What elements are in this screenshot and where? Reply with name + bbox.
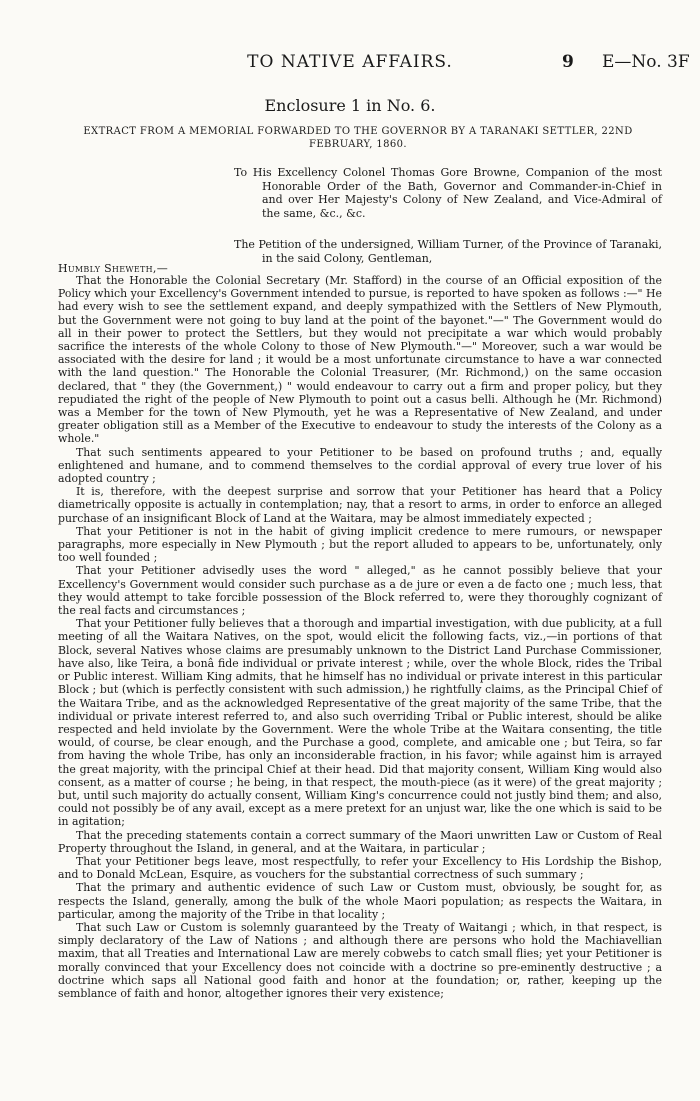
page-header: [0, 52, 700, 76]
paragraph: That such sentiments appeared to your Petitioner to be based on profound truths ; and, equally enlightened and humane, and to commend themselves to the cordial approval of every true lover of his adopted country ;: [58, 445, 662, 486]
paragraph: That such Law or Custom is solemnly guaranteed by the Treaty of Waitangi ; which, in that respect, is simply declaratory of the Law of Nations ; and although there are persons who hold the Machiavellian maxim, that all Treaties and International Law are merely cobwebs to catch small flies; yet your Petitioner is morally convinced that your Excellency does not coincide with a doctrine so pre-eminently destructive ; a doctrine which saps all National good faith and honor at the foundation; or, rather, keeping up the semblance of faith and honor, altogether ignores their very existence;: [58, 920, 662, 1000]
paragraph: That the primary and authentic evidence of such Law or Custom must, obviously, be sought for, as respects the Island, generally, among the bulk of the whole Maori population; as respects the Waitara, in particular, among the majority of the Tribe in that locality ;: [58, 881, 662, 921]
paragraph: That your Petitioner fully believes that a thorough and impartial investigation, with due publicity, at a full meeting of all the Waitara Natives, on the spot, would elicit the following facts, viz.,—in portions of that Block, several Natives whose claims are presumably unknown to the District Land Purchase Commissioner, have also, like Teira, a bonâ fide individual or private interest ; while, over the whole Block, rides the Tribal or Public interest. William King admits, that he himself has no individual or private interest in this particular Block ; but (which is perfectly consistent with such admission,) he rightfully claims, as the Principal Chief of the Waitara Tribe, and as the acknowledged Representative of the great majority of the same Tribe, that the individual or private interest referred to, and also such overriding Tribal or Public interest, should be alike respected and held inviolate by the Government. Were the whole Tribe at the Waitara consenting, the title would, of course, be clear enough, and the Purchase a good, complete, and amicable one ; but Teira, so far from having the whole Tribe, has only an inconsiderable fraction, in his favor; while against him is arrayed the great majority, with the principal Chief at their head. Did that majority consent, William King would also consent, as a matter of course ; he being, in that respect, the mouth-piece (as it were) of the great majority ; but, until such majority do actually consent, William King's concurrence could not justly bind them; and also, could not possibly be of any avail, except as a mere pretext for an unjust war, like the one which is said to be in agitation;: [58, 617, 662, 829]
page-number: 9: [562, 52, 574, 72]
paragraph: That your Petitioner advisedly uses the word " alleged," as he cannot possibly believe that your Excellency's Government would consider such purchase as a de jure or even a de facto one ; much less, that they would attempt to take forcible possession of the Block referred to, were they thoroughly cognizant of the real facts and circumstances ;: [58, 564, 662, 618]
extract-heading: EXTRACT FROM A MEMORIAL FORWARDED TO THE GOVERNOR BY A TARANAKI SETTLER, 22ND FEBRUARY, 1860.: [83, 126, 633, 150]
paragraph: It is, therefore, with the deepest surprise and sorrow that your Petitioner has heard that a Policy diametrically opposite is actually in contemplation; nay, that a resort to arms, in order to enforce an alleged purchase of an insignificant Block of Land at the Waitara, may be almost immediately expected ;: [58, 485, 662, 525]
address-to: To His Excellency Colonel Thomas Gore Browne, Companion of the most Honorable Order of the Bath, Governor and Commander-in-Chief in and over Her Majesty's Colony of New Zealand, and Vice-Admiral of the same, &c., &c.: [234, 166, 662, 220]
salutation: Humbly Sheweth,—: [58, 262, 169, 275]
paragraph: That the Honorable the Colonial Secretary (Mr. Stafford) in the course of an Official exposition of the Policy which your Excellency's Government intended to pursue, is reported to have spoken as follows :—" He had every wish to see the settlement expand, and deeply sympathized with the Settlers of New Plymouth, but the Government were not going to buy land at the point of the bayonet."—" The Government would do all in their power to protect the Settlers, but they would not precipitate a war which would probably sacrifice the interests of the whole Colony to those of New Plymouth."—" Moreover, such a war would be associated with the desire for land ; it would be a most unfortunate circumstance to have a war connected with the land question." The Honorable the Colonial Treasurer, (Mr. Richmond,) on the same occasion declared, that " they (the Government,) " would endeavour to carry out a firm and proper policy, but they repudiated the right of the people of New Plymouth to point out a casus belli. Although he (Mr. Richmond) was a Member for the town of New Plymouth, yet he was a Representative of New Zealand, and under greater obligation still as a Member of the Executive to endeavour to study the interests of the Colony as a whole.": [58, 274, 662, 446]
document-reference: E—No. 3F: [602, 52, 690, 72]
petition-of: The Petition of the undersigned, William Turner, of the Province of Taranaki, in the said Colony, Gentleman,: [234, 238, 662, 265]
petition-block: [234, 238, 662, 265]
memorial-body: [58, 274, 662, 1000]
enclosure-heading: Enclosure 1 in No. 6.: [264, 96, 436, 115]
running-title: TO NATIVE AFFAIRS.: [247, 52, 453, 72]
address-block: [234, 166, 662, 220]
paragraph: That your Petitioner begs leave, most respectfully, to refer your Excellency to His Lordship the Bishop, and to Donald McLean, Esquire, as vouchers for the substantial correctness of such summary ;: [58, 854, 662, 882]
paragraph: That your Petitioner is not in the habit of giving implicit credence to mere rumours, or newspaper paragraphs, more especially in New Plymouth ; but the report alluded to appears to be, unfortunately, only too well founded ;: [58, 524, 662, 565]
paragraph: That the preceding statements contain a correct summary of the Maori unwritten Law or Custom of Real Property throughout the Island, in general, and at the Waitara, in particular ;: [58, 828, 662, 855]
